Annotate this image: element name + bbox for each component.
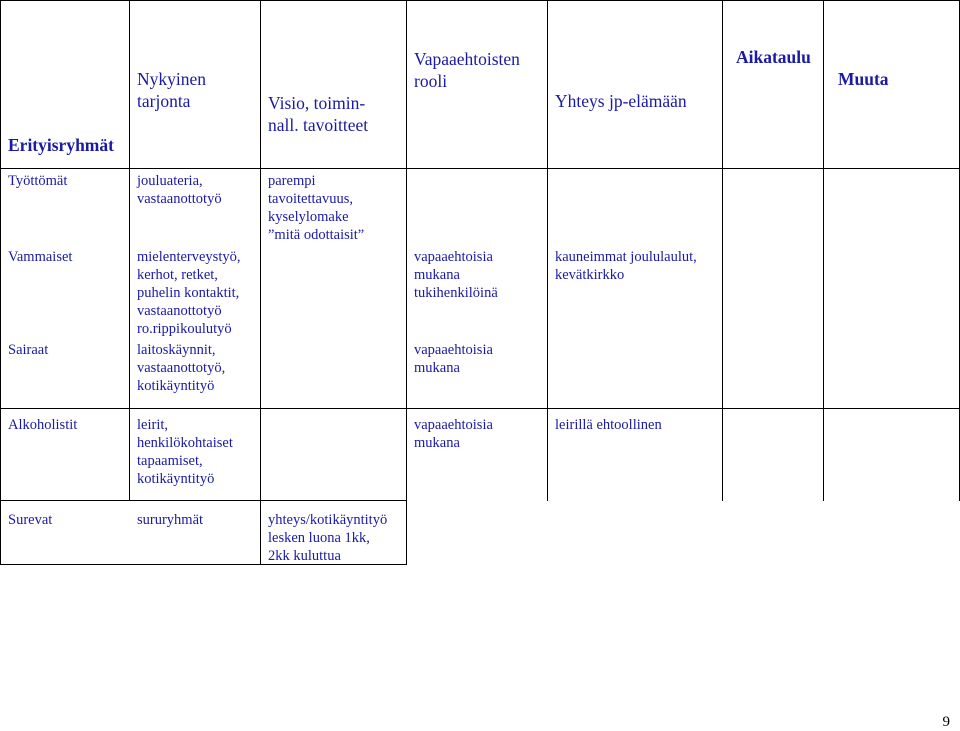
header-vapaaehtoisten-rooli: Vapaaehtoisten rooli xyxy=(414,49,520,91)
rule xyxy=(722,0,723,501)
row-group-label: Vammaiset xyxy=(8,249,73,265)
row-tarjonta: mielenterveystyö, kerhot, retket, puhelin kontaktit, vastaanottotyö ro.rippikoulutyö xyxy=(137,249,241,337)
row-yhteys: leirillä ehtoollinen xyxy=(555,417,662,433)
header-nykyinen-tarjonta: Nykyinen tarjonta xyxy=(137,69,207,111)
row-tarjonta: sururyhmät xyxy=(137,512,204,528)
row-rooli: vapaaehtoisia mukana xyxy=(414,417,493,451)
header-yhteys: Yhteys jp-elämään xyxy=(555,91,687,111)
rule xyxy=(0,408,960,409)
row-tarjonta: jouluateria, vastaanottotyö xyxy=(137,173,222,207)
row-group-label: Työttömät xyxy=(8,173,68,189)
rule xyxy=(0,500,406,501)
rule xyxy=(406,0,407,565)
row-yhteys: kauneimmat joululaulut, kevätkirkko xyxy=(555,249,697,283)
rule xyxy=(129,0,130,500)
row-tarjonta: laitoskäynnit, vastaanottotyö, kotikäyntityö xyxy=(137,342,226,394)
rule xyxy=(547,0,548,501)
rule xyxy=(0,0,960,1)
header-aikataulu: Aikataulu xyxy=(736,47,811,67)
row-group-label: Sairaat xyxy=(8,342,49,358)
rule xyxy=(823,0,824,501)
rule xyxy=(260,0,261,565)
row-group-label: Surevat xyxy=(8,512,53,528)
row-rooli: vapaaehtoisia mukana xyxy=(414,342,493,376)
row-tarjonta: leirit, henkilökohtaiset tapaamiset, kotikäyntityö xyxy=(137,417,233,487)
header-erityisryhmat: Erityisryhmät xyxy=(8,135,114,155)
header-visio: Visio, toimin- nall. tavoitteet xyxy=(268,93,369,135)
row-visio: parempi tavoitettavuus, kyselylomake ”mitä odottaisit” xyxy=(268,173,365,243)
rule xyxy=(0,0,1,565)
header-muuta: Muuta xyxy=(838,69,889,89)
row-group-label: Alkoholistit xyxy=(8,417,78,433)
row-rooli: vapaaehtoisia mukana tukihenkilöinä xyxy=(414,249,498,301)
row-visio: yhteys/kotikäyntityö lesken luona 1kk, 2kk kuluttua xyxy=(268,512,388,564)
rule xyxy=(0,168,960,169)
page-number: 9 xyxy=(942,714,950,730)
